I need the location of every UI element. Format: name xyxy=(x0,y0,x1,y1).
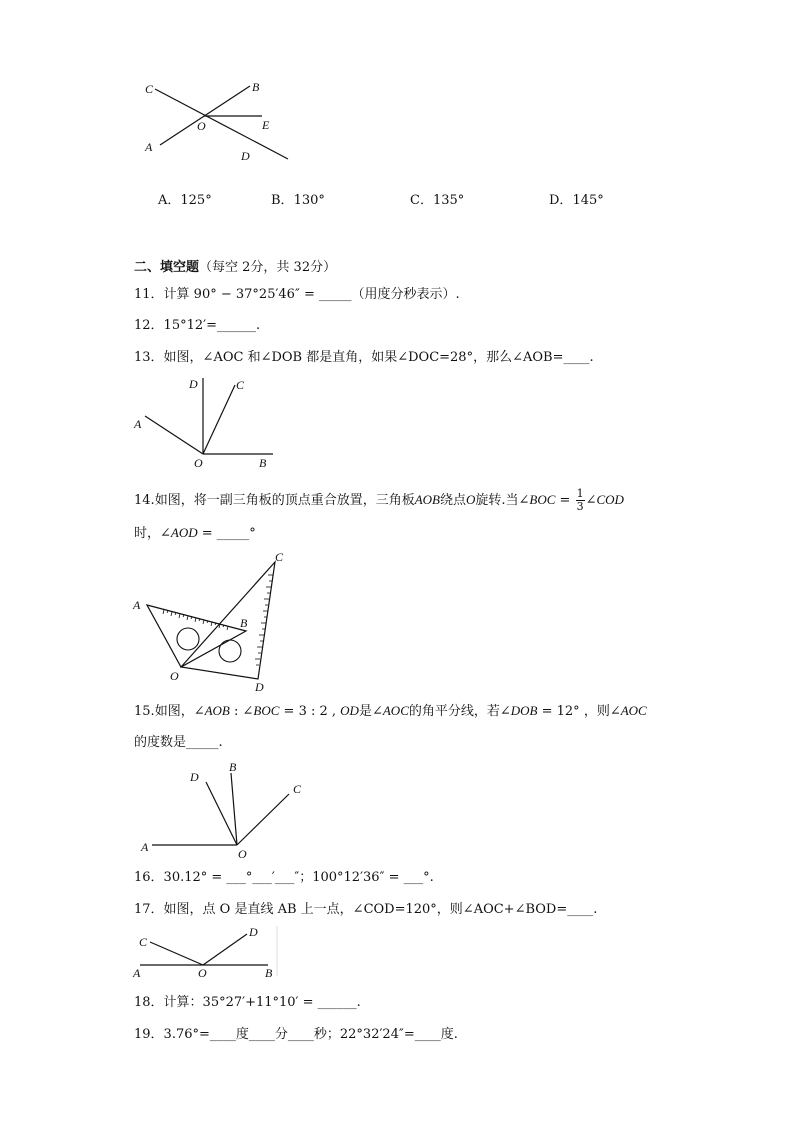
label-e: E xyxy=(262,118,270,132)
q19-text: 3.76°=____度____分____秒；22°32′24″=____度. xyxy=(163,1027,458,1042)
question-15-line2 xyxy=(134,735,223,751)
option-a-text: 125° xyxy=(180,193,212,208)
q14-line2a: 时，∠ xyxy=(134,526,171,541)
option-c[interactable] xyxy=(410,193,464,209)
question-12 xyxy=(134,318,260,334)
label-d: D xyxy=(249,925,258,939)
label-c: C xyxy=(293,782,302,796)
figure-q15 xyxy=(136,756,316,861)
q19-number: 19． xyxy=(134,1027,164,1042)
label-a: A xyxy=(134,417,142,431)
label-o: O xyxy=(197,119,206,133)
label-c: C xyxy=(145,82,154,96)
q15-ratio: = 3 : 2 , xyxy=(279,704,341,719)
section-note: （每空 2分，共 32分） xyxy=(199,260,337,275)
option-c-text: 135° xyxy=(432,193,465,208)
question-11 xyxy=(134,287,460,303)
q12-number: 12． xyxy=(134,318,164,333)
label-b: B xyxy=(265,966,273,980)
q15-dob: DOB xyxy=(510,703,538,718)
section-heading xyxy=(134,260,336,276)
question-17 xyxy=(134,902,597,918)
q17-text: 如图，点 O 是直线 AB 上一点，∠COD=120°，则∠AOC+∠BOD=____. xyxy=(163,902,598,917)
q12-text: 15°12′=______. xyxy=(163,318,261,333)
label-b: B xyxy=(259,456,267,470)
q16-number: 16． xyxy=(134,870,164,885)
q14-cod: COD xyxy=(596,492,624,507)
question-18 xyxy=(134,995,361,1011)
q18-number: 18． xyxy=(134,995,164,1010)
label-a: A xyxy=(145,140,153,154)
q14-part4: ∠ xyxy=(585,493,597,508)
q15-aoc: AOC xyxy=(382,703,409,718)
label-a: A xyxy=(133,598,141,612)
fraction-denominator: 3 xyxy=(576,500,584,513)
q15-part3: 的角平分线，若∠ xyxy=(408,704,511,719)
q15-part1: 如图，∠ xyxy=(154,704,205,719)
option-d-letter: D． xyxy=(549,193,573,208)
label-d: D xyxy=(190,770,199,784)
q15-colon: : ∠ xyxy=(229,704,254,719)
q14-number: 14. xyxy=(134,493,155,508)
option-b-text: 130° xyxy=(293,193,325,208)
q14-part3: 旋转.当∠ xyxy=(475,493,530,508)
label-b: B xyxy=(240,616,248,630)
label-o: O xyxy=(170,669,179,683)
ruler-ticks-ab xyxy=(163,610,228,631)
q14-part2: 绕点 xyxy=(439,493,466,508)
q15-number: 15. xyxy=(134,704,155,719)
label-a: A xyxy=(133,966,141,980)
section-title: 二、填空题 xyxy=(134,260,200,275)
question-19 xyxy=(134,1027,458,1043)
question-16 xyxy=(134,870,434,886)
q14-eq: = xyxy=(555,493,575,508)
option-b-letter: B． xyxy=(271,193,294,208)
q15-part4: = 12° ，则∠ xyxy=(537,704,621,719)
q11-number: 11． xyxy=(134,287,164,302)
label-c: C xyxy=(236,378,245,392)
question-15-line1 xyxy=(134,703,647,720)
label-o: O xyxy=(238,847,247,861)
label-c: C xyxy=(275,550,284,564)
cutout-circle-1 xyxy=(177,628,199,650)
option-b[interactable] xyxy=(271,193,325,209)
q13-number: 13． xyxy=(134,350,164,365)
label-a: A xyxy=(141,840,149,854)
fraction-one-third xyxy=(576,488,585,513)
label-o: O xyxy=(194,456,203,470)
cutout-circle-2 xyxy=(219,640,241,662)
q15-aoc2: AOC xyxy=(620,703,647,718)
q14-aob: AOB xyxy=(414,492,440,507)
label-o: O xyxy=(198,966,207,980)
option-a-letter: A． xyxy=(158,193,181,208)
figure-q13 xyxy=(130,375,280,470)
label-b: B xyxy=(229,760,237,774)
q14-o: O xyxy=(466,492,476,507)
question-14-line1 xyxy=(134,488,624,513)
q13-text: 如图，∠AOC 和∠DOB 都是直角，如果∠DOC=28°，那么∠AOB=____. xyxy=(163,350,594,365)
label-d: D xyxy=(241,149,250,163)
q15-boc: BOC xyxy=(253,703,280,718)
q11-text: 计算 90° − 37°25′46″ = _____（用度分秒表示）. xyxy=(163,287,460,302)
label-c: C xyxy=(139,935,148,949)
q15-aob: AOB xyxy=(204,703,230,718)
label-b: B xyxy=(252,80,260,94)
label-d: D xyxy=(255,680,264,694)
option-d[interactable] xyxy=(549,193,604,209)
q17-number: 17． xyxy=(134,902,164,917)
fraction-numerator: 1 xyxy=(576,487,584,500)
question-13 xyxy=(134,350,594,366)
figure-q14 xyxy=(128,545,298,695)
q14-part1: 如图，将一副三角板的顶点重合放置，三角板 xyxy=(154,493,415,508)
q14-line2b: = _____° xyxy=(197,526,256,541)
question-14-line2 xyxy=(134,525,256,542)
ruler-ticks-cd xyxy=(255,575,273,665)
q15-od: OD xyxy=(340,703,359,718)
figure-q10 xyxy=(140,78,290,168)
label-d: D xyxy=(189,377,198,391)
figure-q17 xyxy=(130,924,280,982)
q16-text: 30.12° = ___°___′___″；100°12′36″ = ___°. xyxy=(163,870,434,885)
option-d-text: 145° xyxy=(572,193,604,208)
q14-boc: BOC xyxy=(529,492,556,507)
option-c-letter: C． xyxy=(410,193,433,208)
q18-text: 计算：35°27′+11°10′ = ______. xyxy=(163,995,361,1010)
option-a[interactable] xyxy=(158,193,212,209)
q14-aod: AOD xyxy=(170,525,198,540)
q15-line2: 的度数是_____. xyxy=(134,735,223,750)
q15-part2: 是∠ xyxy=(358,704,383,719)
